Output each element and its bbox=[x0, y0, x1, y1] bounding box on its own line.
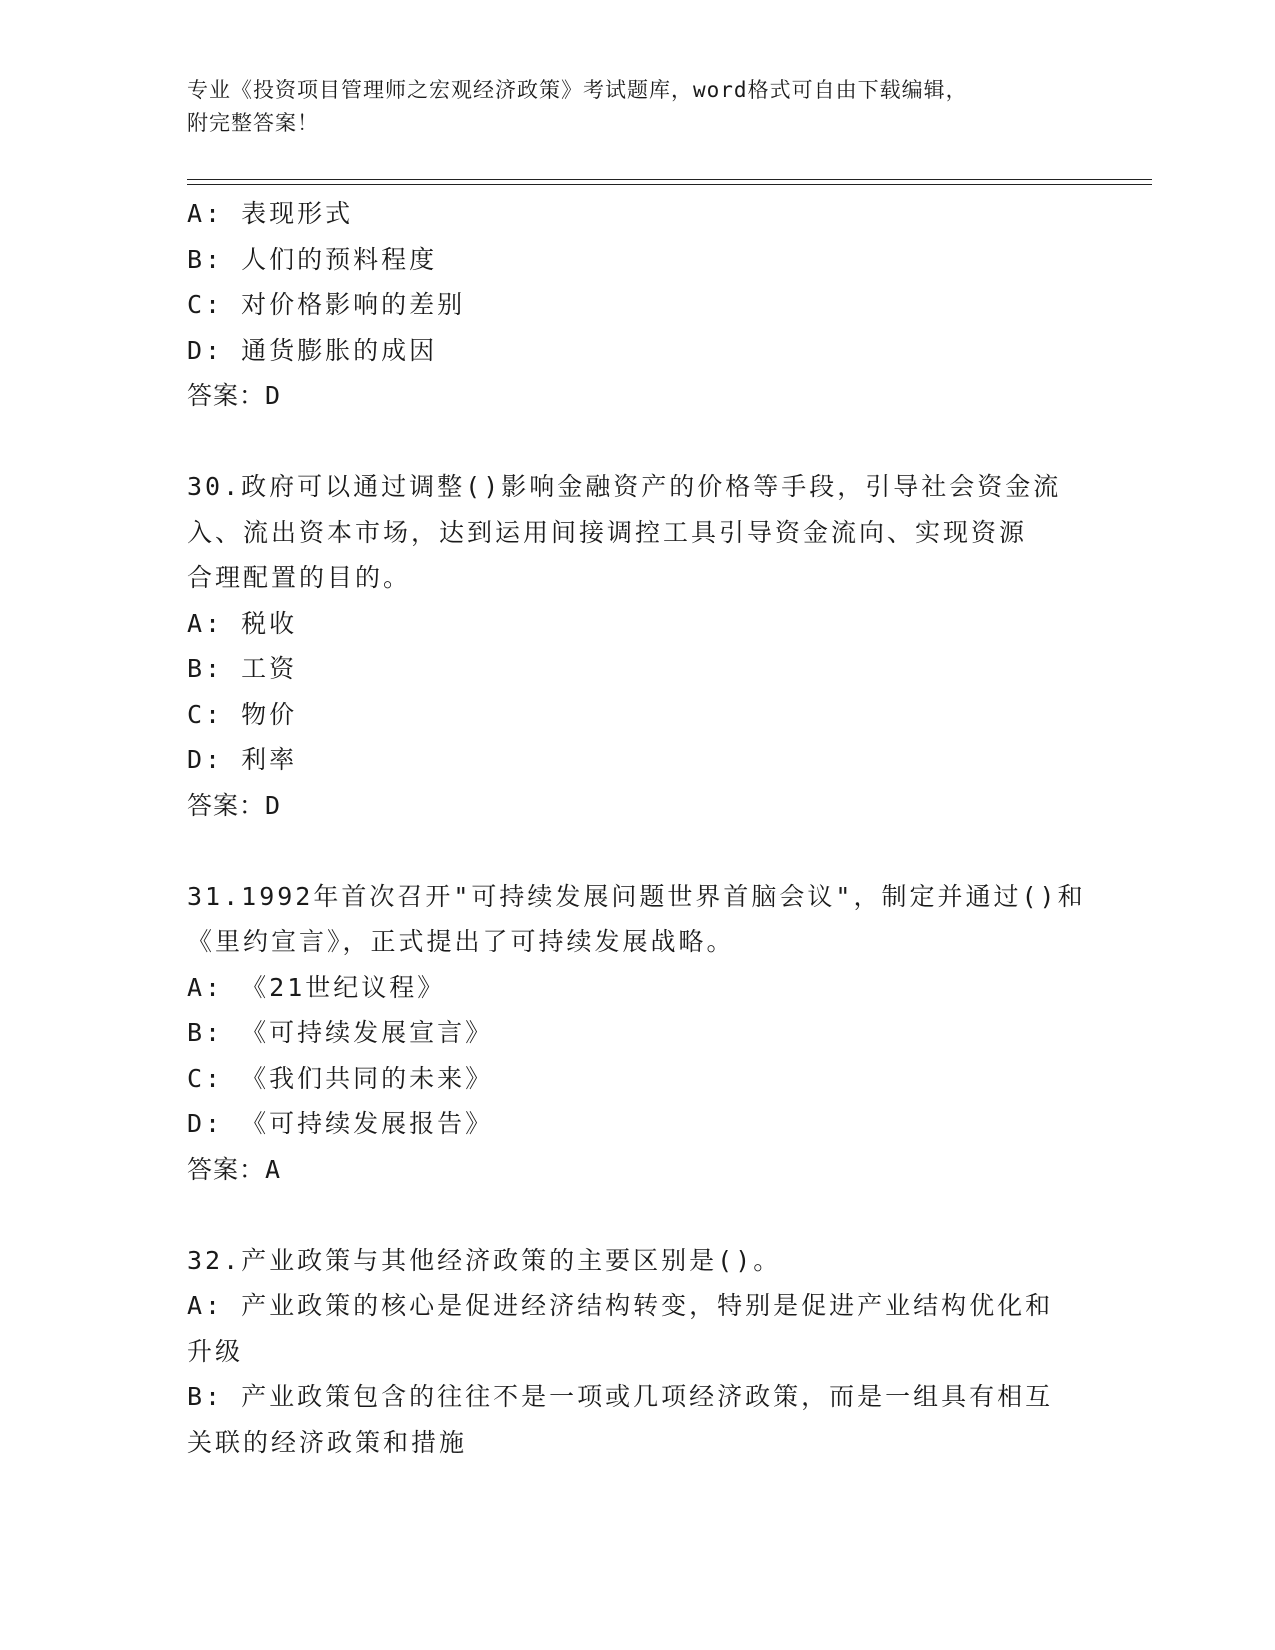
spacer bbox=[187, 1192, 1087, 1238]
header-line-1: 专业《投资项目管理师之宏观经济政策》考试题库，word格式可自由下载编辑， bbox=[187, 78, 968, 102]
question-text-line: 30.政府可以通过调整()影响金融资产的价格等手段，引导社会资金流 bbox=[187, 472, 1062, 501]
option-b-continued: 关联的经济政策和措施 bbox=[187, 1427, 468, 1457]
document-header bbox=[187, 74, 1047, 140]
option-a: A: 《21世纪议程》 bbox=[187, 972, 446, 1002]
option-a-continued: 升级 bbox=[187, 1336, 244, 1366]
option-b: B: 人们的预料程度 bbox=[187, 244, 438, 274]
option-c: C: 物价 bbox=[187, 699, 298, 729]
question-text-line: 《里约宣言》，正式提出了可持续发展战略。 bbox=[187, 927, 735, 956]
question-text-line: 32.产业政策与其他经济政策的主要区别是()。 bbox=[187, 1245, 782, 1275]
question-block-29 bbox=[187, 191, 1087, 419]
answer-line: 答案：A bbox=[187, 1154, 282, 1184]
answer-line: 答案：D bbox=[187, 790, 282, 820]
option-d: D: 利率 bbox=[187, 745, 298, 774]
header-line-2: 附完整答案！ bbox=[187, 111, 319, 135]
option-a: A: 产业政策的核心是促进经济结构转变，特别是促进产业结构优化和 bbox=[187, 1291, 1054, 1320]
question-block-31 bbox=[187, 874, 1087, 1193]
option-b: B: 产业政策包含的往往不是一项或几项经济政策，而是一组具有相互 bbox=[187, 1382, 1054, 1411]
header-divider-bottom bbox=[187, 184, 1152, 185]
option-d: D: 《可持续发展报告》 bbox=[187, 1109, 494, 1138]
question-text-line: 31.1992年首次召开"可持续发展问题世界首脑会议"，制定并通过()和 bbox=[187, 881, 1086, 911]
question-text-line: 合理配置的目的。 bbox=[187, 563, 412, 592]
option-b: B: 工资 bbox=[187, 654, 298, 683]
option-d: D: 通货膨胀的成因 bbox=[187, 335, 438, 365]
question-block-30 bbox=[187, 464, 1087, 828]
spacer bbox=[187, 419, 1087, 465]
option-b: B: 《可持续发展宣言》 bbox=[187, 1018, 494, 1047]
spacer bbox=[187, 828, 1087, 874]
answer-line: 答案：D bbox=[187, 381, 282, 410]
option-a: A: 表现形式 bbox=[187, 199, 354, 228]
question-block-32 bbox=[187, 1238, 1087, 1466]
option-a: A: 税收 bbox=[187, 608, 298, 638]
option-c: C: 《我们共同的未来》 bbox=[187, 1063, 494, 1093]
option-c: C: 对价格影响的差别 bbox=[187, 290, 466, 319]
question-text-line: 入、流出资本市场，达到运用间接调控工具引导资金流向、实现资源 bbox=[187, 517, 1028, 547]
question-list bbox=[187, 191, 1087, 1465]
header-divider-top bbox=[187, 179, 1152, 180]
